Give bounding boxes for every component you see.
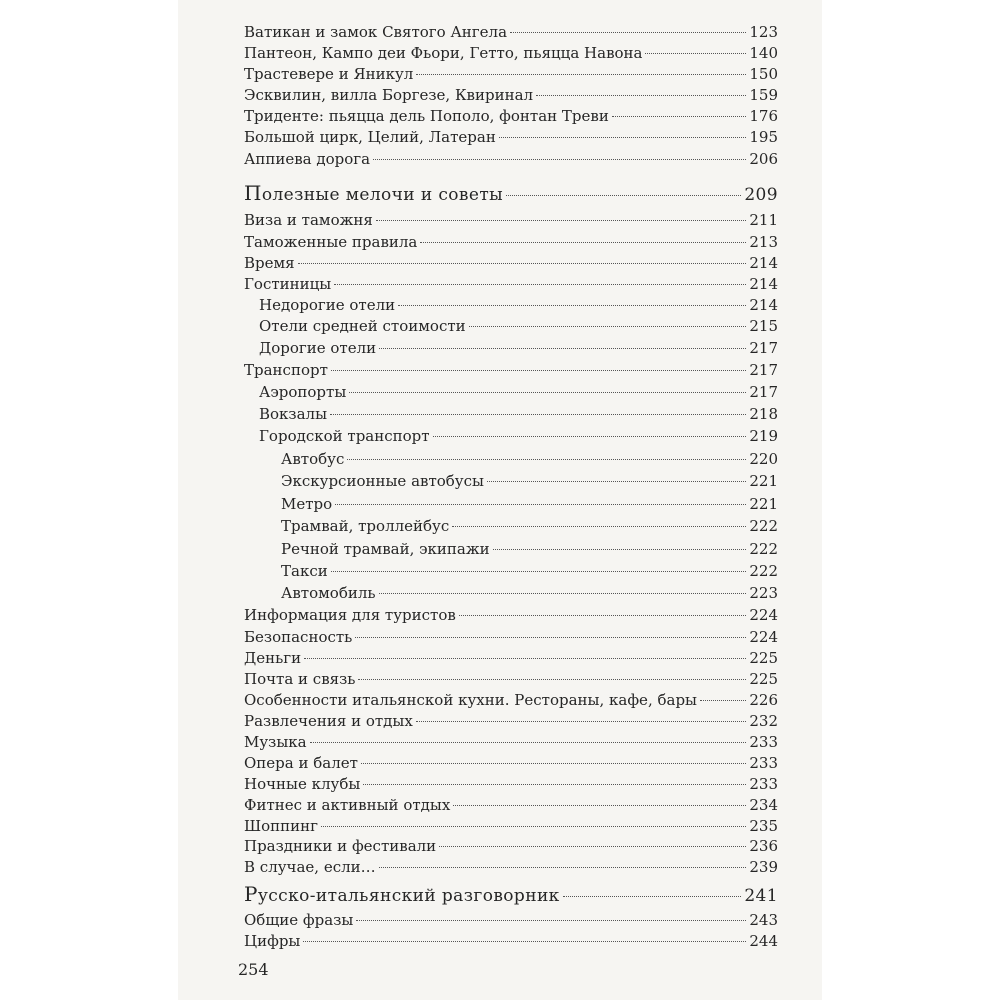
toc-entry [244, 85, 778, 105]
toc-entry [244, 753, 778, 773]
toc-entry-page: 233 [749, 733, 778, 751]
dot-leader [304, 658, 746, 659]
toc-entry-title: Трамвай, троллейбус [281, 517, 450, 535]
dot-leader [303, 941, 746, 942]
toc-entry-title: Экскурсионные автобусы [281, 472, 484, 490]
book-page [178, 0, 822, 1000]
toc-entry [244, 774, 778, 794]
toc-entry-title: Праздники и фестивали [244, 837, 437, 855]
toc-entry [244, 274, 778, 294]
dot-leader [347, 459, 746, 460]
toc-entry-page: 225 [749, 649, 778, 667]
dot-leader [506, 195, 741, 196]
dot-leader [310, 742, 747, 743]
toc-entry-title: Опера и балет [244, 754, 358, 772]
toc-entry [281, 449, 778, 469]
toc-entry-title: Речной трамвай, экипажи [281, 540, 490, 558]
toc-entry-page: 232 [749, 712, 778, 730]
toc-entry [281, 471, 778, 491]
toc-entry [244, 210, 778, 230]
dot-leader [459, 615, 747, 616]
toc-entry [244, 836, 778, 856]
toc-entry-page: 176 [749, 107, 778, 125]
toc-entry-page: 239 [749, 858, 778, 876]
toc-entry-page: 218 [749, 405, 778, 423]
toc-entry-page: 222 [749, 517, 778, 535]
toc-entry-title: Музыка [244, 733, 307, 751]
toc-entry [259, 426, 778, 446]
toc-entry-title: Эсквилин, вилла Боргезе, Квиринал [244, 86, 534, 104]
toc-entry-title: Дорогие отели [259, 339, 377, 357]
dot-leader [612, 116, 747, 117]
toc-entry [244, 232, 778, 252]
page-number: 254 [238, 960, 269, 979]
toc-entry-title: Вокзалы [259, 405, 328, 423]
toc-entry [244, 732, 778, 752]
dot-leader [536, 95, 746, 96]
toc-entry-title: Ночные клубы [244, 775, 361, 793]
dot-leader [439, 846, 746, 847]
dot-leader [493, 549, 747, 550]
toc-entry [244, 795, 778, 815]
dot-leader [700, 700, 746, 701]
toc-entry [244, 253, 778, 273]
toc-entry-title: Шоппинг [244, 817, 318, 835]
toc-entry-title: Недорогие отели [259, 296, 396, 314]
dot-leader [645, 53, 746, 54]
dot-leader [331, 370, 746, 371]
toc-entry-page: 225 [749, 670, 778, 688]
toc-entry-title: Развлечения и отдых [244, 712, 413, 730]
toc-entry [244, 149, 778, 169]
dot-leader [363, 784, 746, 785]
dot-leader [361, 763, 746, 764]
toc-entry-page: 150 [749, 65, 778, 83]
toc-entry-title: Автобус [281, 450, 345, 468]
toc-entry [244, 857, 778, 877]
toc-entry-page: 211 [749, 211, 778, 229]
dot-leader [335, 504, 746, 505]
toc-entry [244, 22, 778, 42]
dot-leader [563, 896, 742, 897]
dot-leader [416, 74, 746, 75]
toc-entry [244, 816, 778, 836]
toc-entry-page: 241 [744, 886, 778, 906]
toc-entry-page: 226 [749, 691, 778, 709]
toc-entry [281, 516, 778, 536]
toc-entry-title: Таможенные правила [244, 233, 418, 251]
dot-leader [334, 284, 746, 285]
toc-section-heading [244, 183, 778, 205]
toc-entry-title: Информация для туристов [244, 606, 456, 624]
toc-entry-title: Виза и таможня [244, 211, 373, 229]
dot-leader [469, 326, 747, 327]
toc-entry [244, 910, 778, 930]
toc-entry-page: 235 [749, 817, 778, 835]
dot-leader [356, 920, 746, 921]
toc-entry-page: 222 [749, 562, 778, 580]
toc-entry-title: Общие фразы [244, 911, 354, 929]
toc-entry-title: Отели средней стоимости [259, 317, 466, 335]
toc-entry [259, 382, 778, 402]
toc-entry-page: 233 [749, 754, 778, 772]
toc-entry [244, 711, 778, 731]
dot-leader [487, 481, 746, 482]
toc-entry-title: Автомобиль [281, 584, 376, 602]
toc-entry-page: 140 [749, 44, 778, 62]
toc-entry-page: 215 [749, 317, 778, 335]
toc-entry-page: 209 [744, 185, 778, 205]
toc-entry-page: 217 [749, 339, 778, 357]
toc-entry-title: Фитнес и активный отдых [244, 796, 451, 814]
toc-entry [259, 295, 778, 315]
toc-entry-title: Метро [281, 495, 333, 513]
dot-leader [379, 593, 747, 594]
toc-entry-title: Триденте: пьяцца дель Пополо, фонтан Треви [244, 107, 609, 125]
dot-leader [298, 263, 747, 264]
toc-entry-page: 233 [749, 775, 778, 793]
dot-leader [510, 32, 746, 33]
toc-entry-title: Пантеон, Кампо деи Фьори, Гетто, пьяцца Навона [244, 44, 643, 62]
toc-entry [244, 669, 778, 689]
toc-entry-page: 234 [749, 796, 778, 814]
toc-entry-page: 244 [749, 932, 778, 950]
toc-entry-page: 236 [749, 837, 778, 855]
dot-leader [331, 571, 747, 572]
dot-leader [355, 637, 746, 638]
toc-entry [244, 648, 778, 668]
toc-entry-page: 206 [749, 150, 778, 168]
toc-entry [244, 43, 778, 63]
dot-leader [453, 805, 746, 806]
toc-entry-title: Особенности итальянской кухни. Рестораны, кафе, бары [244, 691, 697, 709]
toc-entry [244, 931, 778, 951]
toc-entry-title: Полезные мелочи и советы [244, 181, 504, 205]
toc-entry-page: 213 [749, 233, 778, 251]
dot-leader [452, 526, 746, 527]
toc-entry-page: 224 [749, 628, 778, 646]
toc-entry [244, 690, 778, 710]
dot-leader [379, 348, 746, 349]
toc-entry-page: 195 [749, 128, 778, 146]
toc-entry-title: Большой цирк, Целий, Латеран [244, 128, 496, 146]
toc-entry-page: 214 [749, 275, 778, 293]
toc-entry [281, 583, 778, 603]
toc-entry-title: Городской транспорт [259, 427, 430, 445]
toc-entry-title: В случае, если… [244, 858, 376, 876]
toc-entry [244, 360, 778, 380]
toc-entry-page: 222 [749, 540, 778, 558]
toc-entry-title: Цифры [244, 932, 301, 950]
toc-entry-title: Трастевере и Яникул [244, 65, 414, 83]
toc-entry [244, 64, 778, 84]
dot-leader [420, 242, 746, 243]
toc-entry [244, 106, 778, 126]
toc-entry [259, 316, 778, 336]
dot-leader [349, 392, 746, 393]
dot-leader [373, 159, 746, 160]
dot-leader [358, 679, 746, 680]
dot-leader [433, 436, 747, 437]
toc-entry-page: 214 [749, 254, 778, 272]
toc-entry [259, 404, 778, 424]
toc-entry-page: 220 [749, 450, 778, 468]
toc-entry-page: 219 [749, 427, 778, 445]
toc-entry [259, 338, 778, 358]
toc-entry [281, 539, 778, 559]
dot-leader [499, 137, 747, 138]
toc-entry-title: Такси [281, 562, 328, 580]
toc-entry [244, 605, 778, 625]
toc-entry-page: 159 [749, 86, 778, 104]
toc-entry-title: Аэропорты [259, 383, 347, 401]
toc-entry [244, 627, 778, 647]
dot-leader [376, 220, 746, 221]
toc-entry-title: Почта и связь [244, 670, 356, 688]
dot-leader [398, 305, 746, 306]
dot-leader [321, 826, 746, 827]
toc-section-heading [244, 884, 778, 906]
toc-entry-page: 123 [749, 23, 778, 41]
toc-entry-title: Время [244, 254, 295, 272]
toc-entry-page: 217 [749, 383, 778, 401]
toc-entry-title: Ватикан и замок Святого Ангела [244, 23, 508, 41]
toc-entry-title: Аппиева дорога [244, 150, 371, 168]
toc-entry-page: 221 [749, 495, 778, 513]
toc-entry-page: 224 [749, 606, 778, 624]
toc-entry-page: 221 [749, 472, 778, 490]
toc-entry-title: Транспорт [244, 361, 328, 379]
toc-entry-title: Русско-итальянский разговорник [244, 882, 560, 906]
toc-entry [281, 494, 778, 514]
toc-entry-page: 243 [749, 911, 778, 929]
toc-entry [244, 127, 778, 147]
dot-leader [330, 414, 746, 415]
toc-entry-title: Деньги [244, 649, 302, 667]
toc-entry-page: 214 [749, 296, 778, 314]
toc-entry [281, 561, 778, 581]
dot-leader [416, 721, 747, 722]
toc-entry-page: 217 [749, 361, 778, 379]
toc-entry-title: Гостиницы [244, 275, 332, 293]
dot-leader [379, 867, 747, 868]
toc-entry-page: 223 [749, 584, 778, 602]
toc-entry-title: Безопасность [244, 628, 353, 646]
